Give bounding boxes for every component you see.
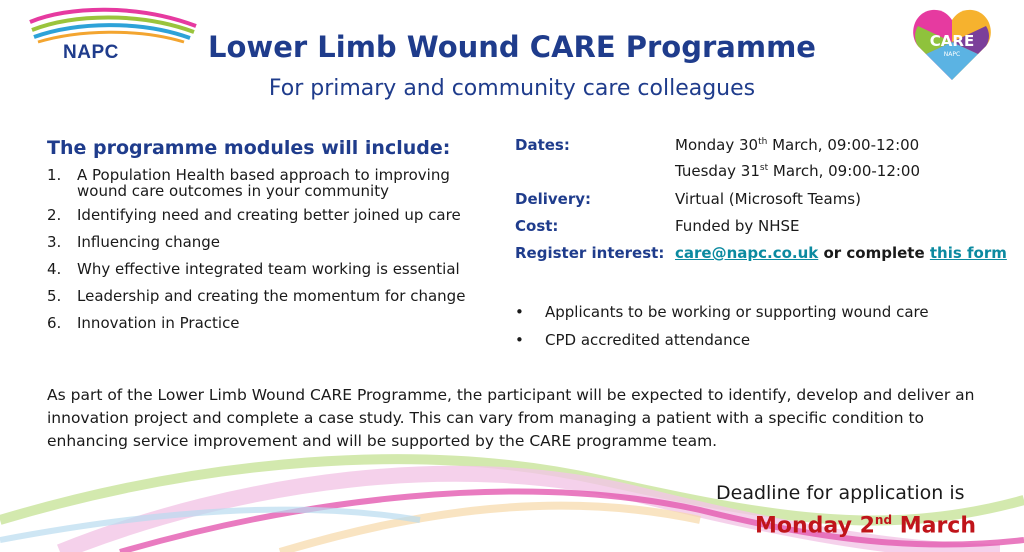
bullet-icon: • — [515, 303, 524, 321]
date-1-day: Monday 30 — [675, 136, 759, 154]
register-label: Register interest: — [515, 244, 665, 262]
list-item-number: 3. — [47, 233, 62, 251]
napc-logo-text: NAPC — [63, 42, 119, 63]
list-item — [47, 315, 487, 342]
date-2 — [675, 162, 920, 180]
list-item-text: Identifying need and creating better joined up care — [77, 206, 461, 224]
requirements-list — [515, 298, 929, 354]
deadline-day: Monday 2 — [755, 513, 875, 539]
cost-label: Cost: — [515, 217, 559, 235]
page-subtitle: For primary and community care colleagues — [268, 76, 756, 101]
bullet-icon: • — [515, 331, 524, 349]
list-item — [47, 261, 487, 288]
date-1-suffix: th — [758, 137, 768, 147]
date-2-day: Tuesday 31 — [675, 162, 760, 180]
list-item-number: 4. — [47, 260, 62, 278]
delivery-value: Virtual (Microsoft Teams) — [675, 190, 861, 208]
deadline-month: March — [892, 513, 976, 539]
body-paragraph: As part of the Lower Limb Wound CARE Programme, the participant will be expected to identify, develop and deliver an innovation project and complete a case study. This can vary from managing a patient with a specific condition to enhancing service improvement and will be supported by the CARE programme team. — [47, 386, 975, 450]
list-item-text: Why effective integrated team working is essential — [77, 260, 460, 278]
care-logo-text: CARE — [929, 32, 975, 50]
list-item-text: Influencing change — [77, 233, 221, 251]
list-item-text: A Population Health based approach to improving wound care outcomes in your community — [77, 166, 450, 200]
modules-list — [47, 167, 487, 342]
register-email-link[interactable]: care@napc.co.uk — [675, 244, 819, 262]
page-title: Lower Limb Wound CARE Programme — [208, 30, 816, 64]
modules-heading: The programme modules will include: — [47, 137, 451, 159]
list-item-text: Leadership and creating the momentum for change — [77, 287, 466, 305]
care-logo-subtext: NAPC — [943, 51, 961, 58]
list-item-number: 6. — [47, 314, 62, 332]
register-form-link[interactable]: this form — [929, 244, 1007, 262]
date-2-suffix: st — [759, 163, 769, 173]
list-item-text: Applicants to be working or supporting wound care — [545, 303, 929, 321]
list-item-text: Innovation in Practice — [77, 314, 240, 332]
list-item — [47, 234, 487, 261]
list-item — [47, 207, 487, 234]
delivery-label: Delivery: — [515, 190, 592, 208]
list-item-number: 5. — [47, 287, 62, 305]
deadline-date — [755, 513, 976, 538]
list-item-number: 1. — [47, 166, 62, 184]
list-item — [47, 167, 487, 207]
register-middle-text: or complete — [818, 244, 930, 262]
date-1 — [675, 136, 919, 154]
list-item-text: CPD accredited attendance — [545, 331, 751, 349]
list-item — [47, 288, 487, 315]
deadline-suffix: nd — [874, 513, 893, 527]
deadline-text: Deadline for application is — [716, 482, 965, 504]
list-item-number: 2. — [47, 206, 62, 224]
date-2-time: March, 09:00-12:00 — [768, 162, 921, 180]
list-item — [515, 326, 929, 354]
dates-label: Dates: — [515, 136, 570, 154]
cost-value: Funded by NHSE — [675, 217, 800, 235]
list-item — [515, 298, 929, 326]
register-value — [675, 244, 1007, 262]
date-1-time: March, 09:00-12:00 — [767, 136, 920, 154]
